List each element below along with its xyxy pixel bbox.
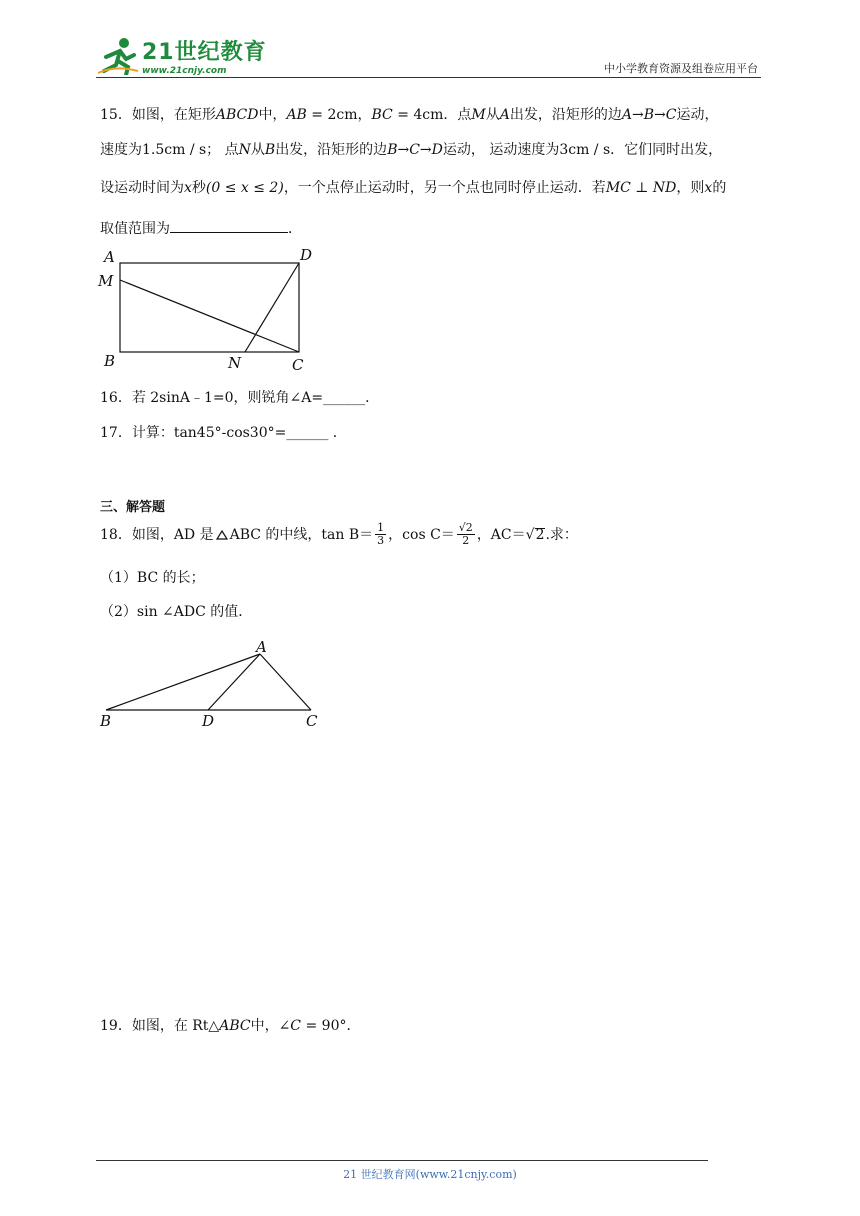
q18-sub1: （1）BC 的长； [100,570,205,586]
label-D: D [300,246,313,264]
header-platform-text: 中小学教育资源及组卷应用平台 [604,62,758,75]
q17: 17．计算：tan45°-cos30°=______ ． [100,425,347,441]
label-N: N [228,354,242,372]
fraction-one-third: $\frac{1}{3}$ [377,521,385,547]
logo-url: www.21cnjy.com [142,65,227,76]
label-D: D [202,712,215,730]
q15-line1: 15．如图，在矩形ABCD中，AB = 2cm，BC = 4cm．点M从A出发，沿矩形的边A→B→C运动， [100,107,719,123]
fraction-sqrt2-over-2: $\frac{√2}{2}$ [458,521,473,547]
answer-blank [170,218,288,233]
q16: 16．若 2sinA﹣1=0，则锐角∠A=______． [100,390,380,406]
site-logo [96,34,267,76]
label-B: B [104,352,116,370]
footer-text: 21 世纪教育网(www.21cnjy.com) [343,1168,517,1181]
q18-triangle-figure [96,636,336,732]
logo-text: 21世纪教育 [142,39,267,65]
label-A: A [256,638,267,656]
q15-line3: 设运动时间为x秒(0 ≤ x ≤ 2)，一个点停止运动时，另一个点也同时停止运动．若MC ⊥ ND，则x的 [100,180,727,196]
footer-divider [96,1160,708,1161]
q15-line2: 速度为1.5cm / s； 点N从B出发，沿矩形的边B→C→D运动， 运动速度为3cm / s．它们同时出发， [100,142,723,158]
q15-line4: 取值范围为 ． [100,218,302,239]
q18-stem: 18．如图，AD 是 ABC 的中线，tan B＝ $\frac{1}{3}$ ，cos C＝ $\frac{√2}{2}$ ，AC＝ √ 2 .求： [100,521,578,547]
header-divider [96,77,761,78]
label-C: C [306,712,318,730]
runner-icon [96,35,140,75]
section-title: 三、解答题 [100,500,166,515]
label-B: B [100,712,112,730]
q15-rectangle-figure [96,244,326,376]
label-A: A [104,248,115,266]
label-M: M [98,272,114,290]
triangle-icon [216,529,228,541]
q18-sub2: （2）sin ∠ADC 的值． [100,604,253,620]
q19-stem: 19．如图，在 Rt△ABC中，∠C = 90°． [100,1018,361,1034]
label-C: C [292,356,304,374]
